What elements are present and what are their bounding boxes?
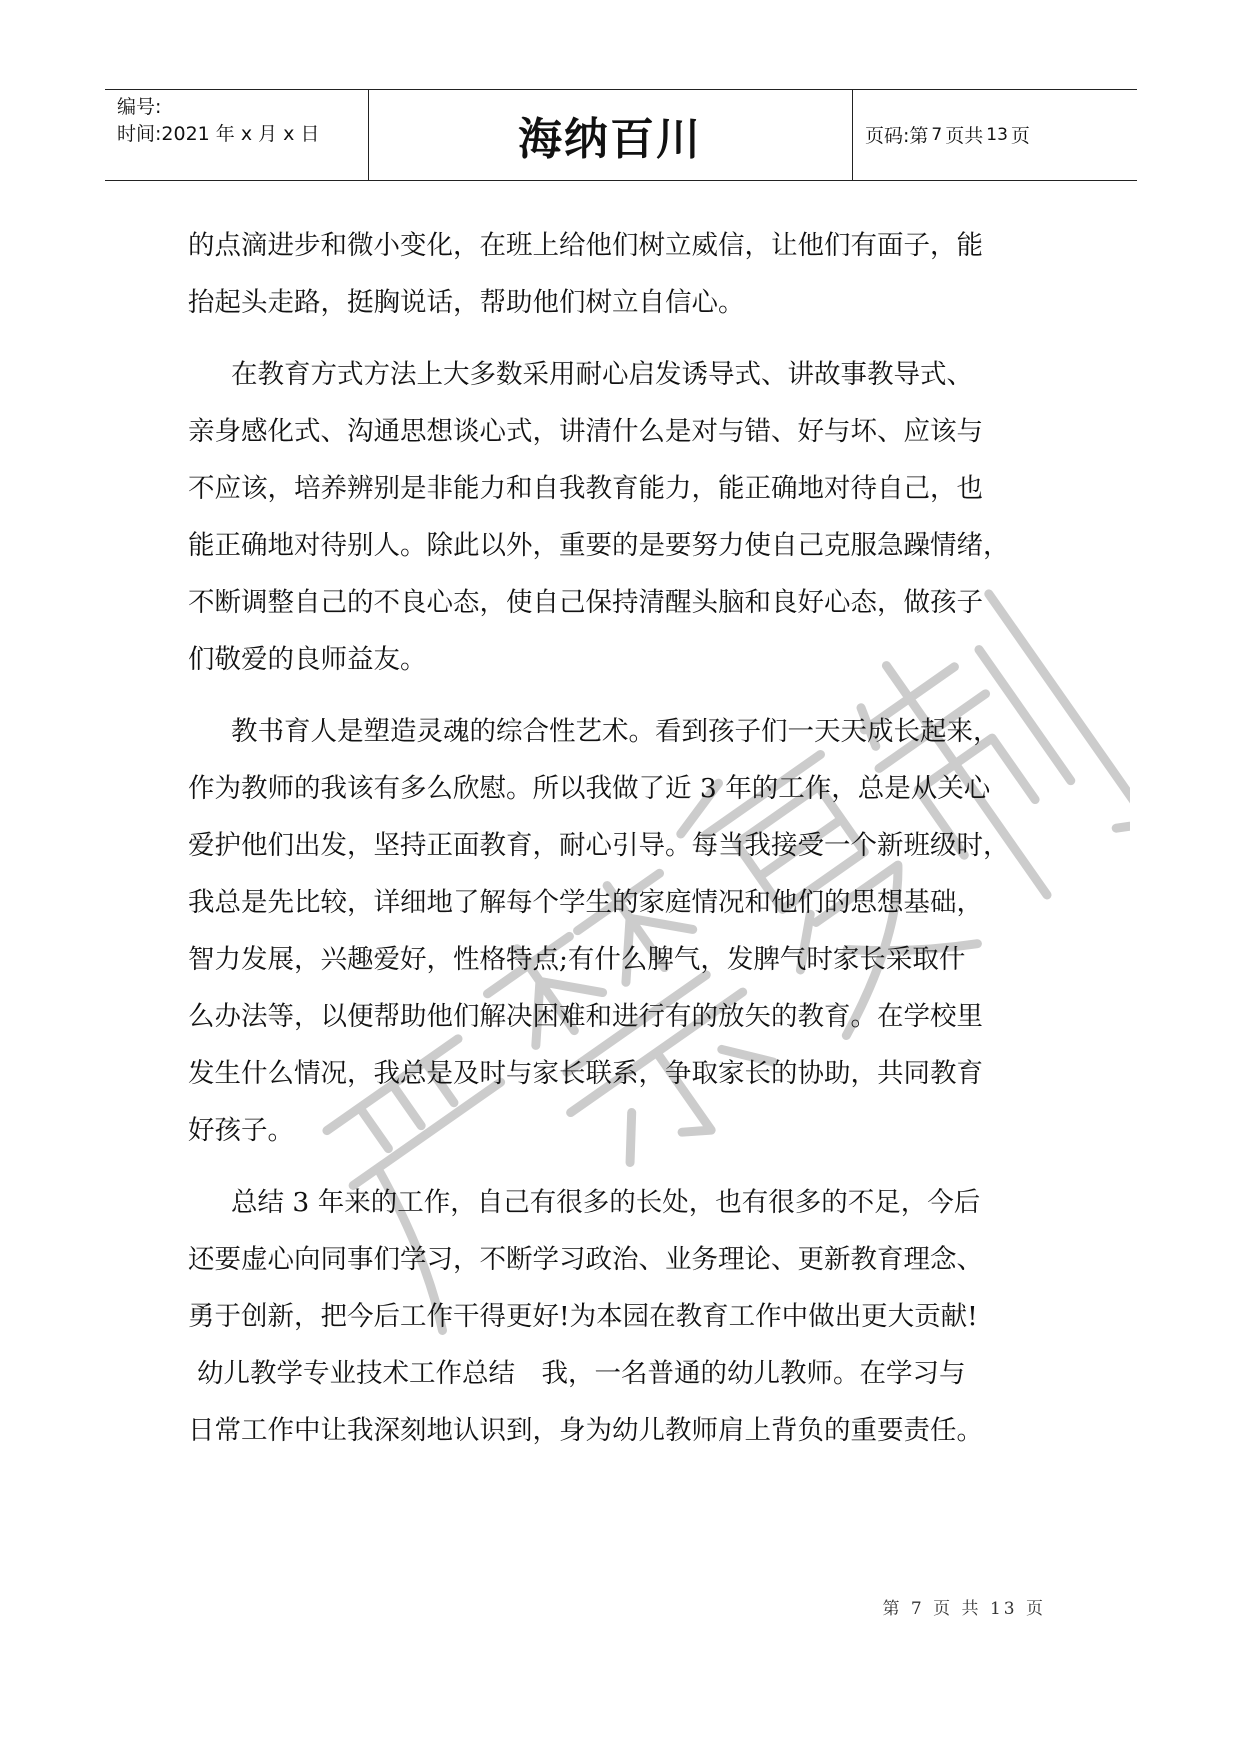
paragraph-line: 好孩子。 — [188, 1115, 294, 1146]
paragraph-line: 在教育方式方法上大多数采用耐心启发诱导式、讲故事教导式、 — [231, 359, 973, 390]
paragraph-line: 们敬爱的良师益友。 — [188, 644, 427, 675]
paragraph-line: 总结 3 年来的工作，自己有很多的长处，也有很多的不足，今后 — [231, 1187, 981, 1218]
paragraph-line: 我总是先比较，详细地了解每个学生的家庭情况和他们的思想基础， — [188, 887, 983, 918]
page-footer: 第 7 页 共 13 页 — [882, 1599, 1046, 1619]
paragraph-line: 亲身感化式、沟通思想谈心式，讲清什么是对与错、好与坏、应该与 — [188, 416, 983, 447]
paragraph-line: 还要虚心向同事们学习，不断学习政治、业务理论、更新教育理念、 — [188, 1244, 983, 1275]
header-page-info — [865, 90, 1030, 179]
page-current: 7 — [931, 124, 943, 145]
paragraph-line: 发生什么情况，我总是及时与家长联系，争取家长的协助，共同教育 — [188, 1058, 983, 1089]
paragraph-line: 日常工作中让我深刻地认识到，身为幼儿教师肩上背负的重要责任。 — [188, 1415, 983, 1446]
paragraph-line: 教书育人是塑造灵魂的综合性艺术。看到孩子们一天天成长起来， — [231, 716, 1000, 747]
page-prefix: 页码:第 — [865, 125, 929, 147]
time-label: 时间:2021 年 x 月 x 日 — [117, 123, 320, 145]
paragraph-line: 能正确地对待别人。除此以外，重要的是要努力使自己克服急躁情绪， — [188, 530, 1010, 561]
header-title: 海纳百川 — [518, 113, 702, 165]
page-suffix: 页 — [1010, 125, 1030, 147]
paragraph-line: 勇于创新，把今后工作干得更好!为本园在教育工作中做出更大贡献! — [188, 1301, 978, 1332]
header-meta — [117, 94, 319, 148]
page-total: 13 — [986, 124, 1008, 145]
paragraph-line: 么办法等，以便帮助他们解决困难和进行有的放矢的教育。在学校里 — [188, 1001, 983, 1032]
paragraph-line: 爱护他们出发，坚持正面教育，耐心引导。每当我接受一个新班级时， — [188, 830, 1010, 861]
serial-label: 编号: — [117, 96, 162, 118]
paragraph-line: 不应该，培养辨别是非能力和自我教育能力，能正确地对待自己，也 — [188, 473, 983, 504]
document-header — [105, 89, 1137, 181]
paragraph-line: 作为教师的我该有多么欣慰。所以我做了近 3 年的工作，总是从关心 — [188, 773, 991, 804]
header-divider — [852, 90, 853, 180]
document-body — [188, 217, 1068, 1459]
paragraph-line: 抬起头走路，挺胸说话，帮助他们树立自信心。 — [188, 287, 745, 318]
paragraph-line: 的点滴进步和微小变化，在班上给他们树立威信，让他们有面子，能 — [188, 230, 983, 261]
paragraph-line: 幼儿教学专业技术工作总结 我，一名普通的幼儿教师。在学习与 — [197, 1358, 966, 1389]
page-mid: 页共 — [945, 125, 984, 147]
paragraph-line: 智力发展，兴趣爱好，性格特点;有什么脾气，发脾气时家长采取什 — [188, 944, 966, 975]
paragraph-line: 不断调整自己的不良心态，使自己保持清醒头脑和良好心态，做孩子 — [188, 587, 983, 618]
